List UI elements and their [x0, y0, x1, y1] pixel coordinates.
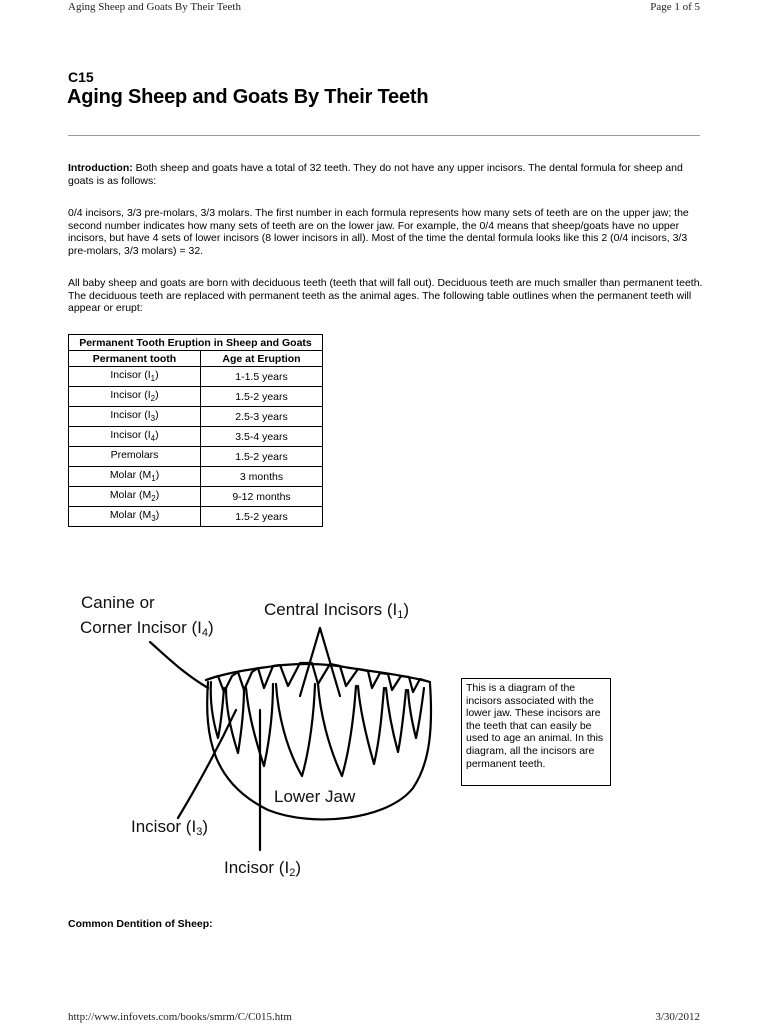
table-row: [69, 427, 323, 447]
section-heading: Common Dentition of Sheep:: [68, 918, 213, 930]
diagram-note: This is a diagram of the incisors associated with the lower jaw. These incisors are the teeth that can easily be used to age an animal. In this diagram, all the incisors are permanent teeth.: [461, 678, 611, 786]
intro-text: Both sheep and goats have a total of 32 teeth. They do not have any upper incisors. The dental formula for sheep and goats is as follows:: [68, 162, 683, 187]
header-age-at-eruption: Age at Eruption: [201, 351, 323, 367]
incisor-diagram: [68, 588, 448, 888]
deciduous-paragraph: All baby sheep and goats are born with deciduous teeth (teeth that will fall out). Deciduous teeth are much smaller than permanent teeth. The deciduous teeth are replaced with permanent teeth as the animal ages. The following table outlines when the permanent teeth will appear or erupt:: [68, 277, 703, 315]
table-row: [69, 447, 323, 467]
table-row: [69, 387, 323, 407]
cell-permanent-tooth: Incisor $(I_3)$: [69, 407, 201, 427]
intro-label: Introduction:: [68, 162, 133, 174]
table-row: [69, 407, 323, 427]
cell-permanent-tooth: Molar $(M_2)$: [69, 487, 201, 507]
header-permanent-tooth: Permanent tooth: [69, 351, 201, 367]
intro-paragraph: [68, 162, 704, 187]
cell-age-at-eruption: 1-1.5 years: [201, 367, 323, 387]
label-canine-line2: Corner Incisor (I4): [80, 618, 214, 639]
table-row: [69, 367, 323, 387]
pointer-central-right: [320, 628, 340, 696]
table-caption: Permanent Tooth Eruption in Sheep and Goats: [69, 335, 323, 351]
lower-jaw-illustration: [68, 588, 448, 888]
cell-permanent-tooth: Molar $(M_1)$: [69, 467, 201, 487]
cell-permanent-tooth: Premolars: [69, 447, 201, 467]
browser-footer-date: 3/30/2012: [655, 1011, 700, 1023]
cell-age-at-eruption: 2.5-3 years: [201, 407, 323, 427]
cell-age-at-eruption: 3.5-4 years: [201, 427, 323, 447]
table-body: [69, 367, 323, 527]
label-canine-line1: Canine or: [81, 593, 155, 612]
cell-age-at-eruption: 3 months: [201, 467, 323, 487]
cell-permanent-tooth: Incisor $(I_4)$: [69, 427, 201, 447]
pointer-canine: [150, 642, 208, 688]
formula-paragraph: 0/4 incisors, 3/3 pre-molars, 3/3 molars. The first number in each formula represents how many sets of teeth are on the upper jaw; the second number indicates how many sets of teeth are on the lower jaw. For example, the 0/4 means that sheep/goats have no upper incisors, but have 4 sets of lower incisors (8 lower incisors in all). Most of the time the dental formula looks like this 2 (0/4 incisors, 3/3 pre-molars, 3/3 molars) = 32.: [68, 207, 689, 257]
cell-age-at-eruption: 9-12 months: [201, 487, 323, 507]
eruption-table: [68, 334, 323, 527]
page-title: Aging Sheep and Goats By Their Teeth: [67, 86, 429, 108]
cell-permanent-tooth: Incisor $(I_2)$: [69, 387, 201, 407]
table-row: [69, 467, 323, 487]
browser-header-title: Aging Sheep and Goats By Their Teeth: [68, 1, 241, 13]
label-central-incisors: Central Incisors (I1): [264, 600, 409, 621]
label-lower-jaw: Lower Jaw: [274, 787, 356, 806]
browser-footer-url: http://www.infovets.com/books/smrm/C/C015.htm: [68, 1011, 292, 1023]
cell-permanent-tooth: Molar $(M_3)$: [69, 507, 201, 527]
cell-age-at-eruption: 1.5-2 years: [201, 507, 323, 527]
cell-age-at-eruption: 1.5-2 years: [201, 447, 323, 467]
cell-permanent-tooth: Incisor $(I_1)$: [69, 367, 201, 387]
doc-code: C15: [68, 69, 94, 85]
label-incisor-i2: Incisor (I2): [224, 858, 301, 879]
cell-age-at-eruption: 1.5-2 years: [201, 387, 323, 407]
browser-header-page: Page 1 of 5: [650, 1, 700, 13]
label-incisor-i3: Incisor (I3): [131, 817, 208, 838]
table-row: [69, 487, 323, 507]
pointer-i3: [178, 710, 236, 818]
title-divider: [68, 135, 700, 136]
table-row: [69, 507, 323, 527]
